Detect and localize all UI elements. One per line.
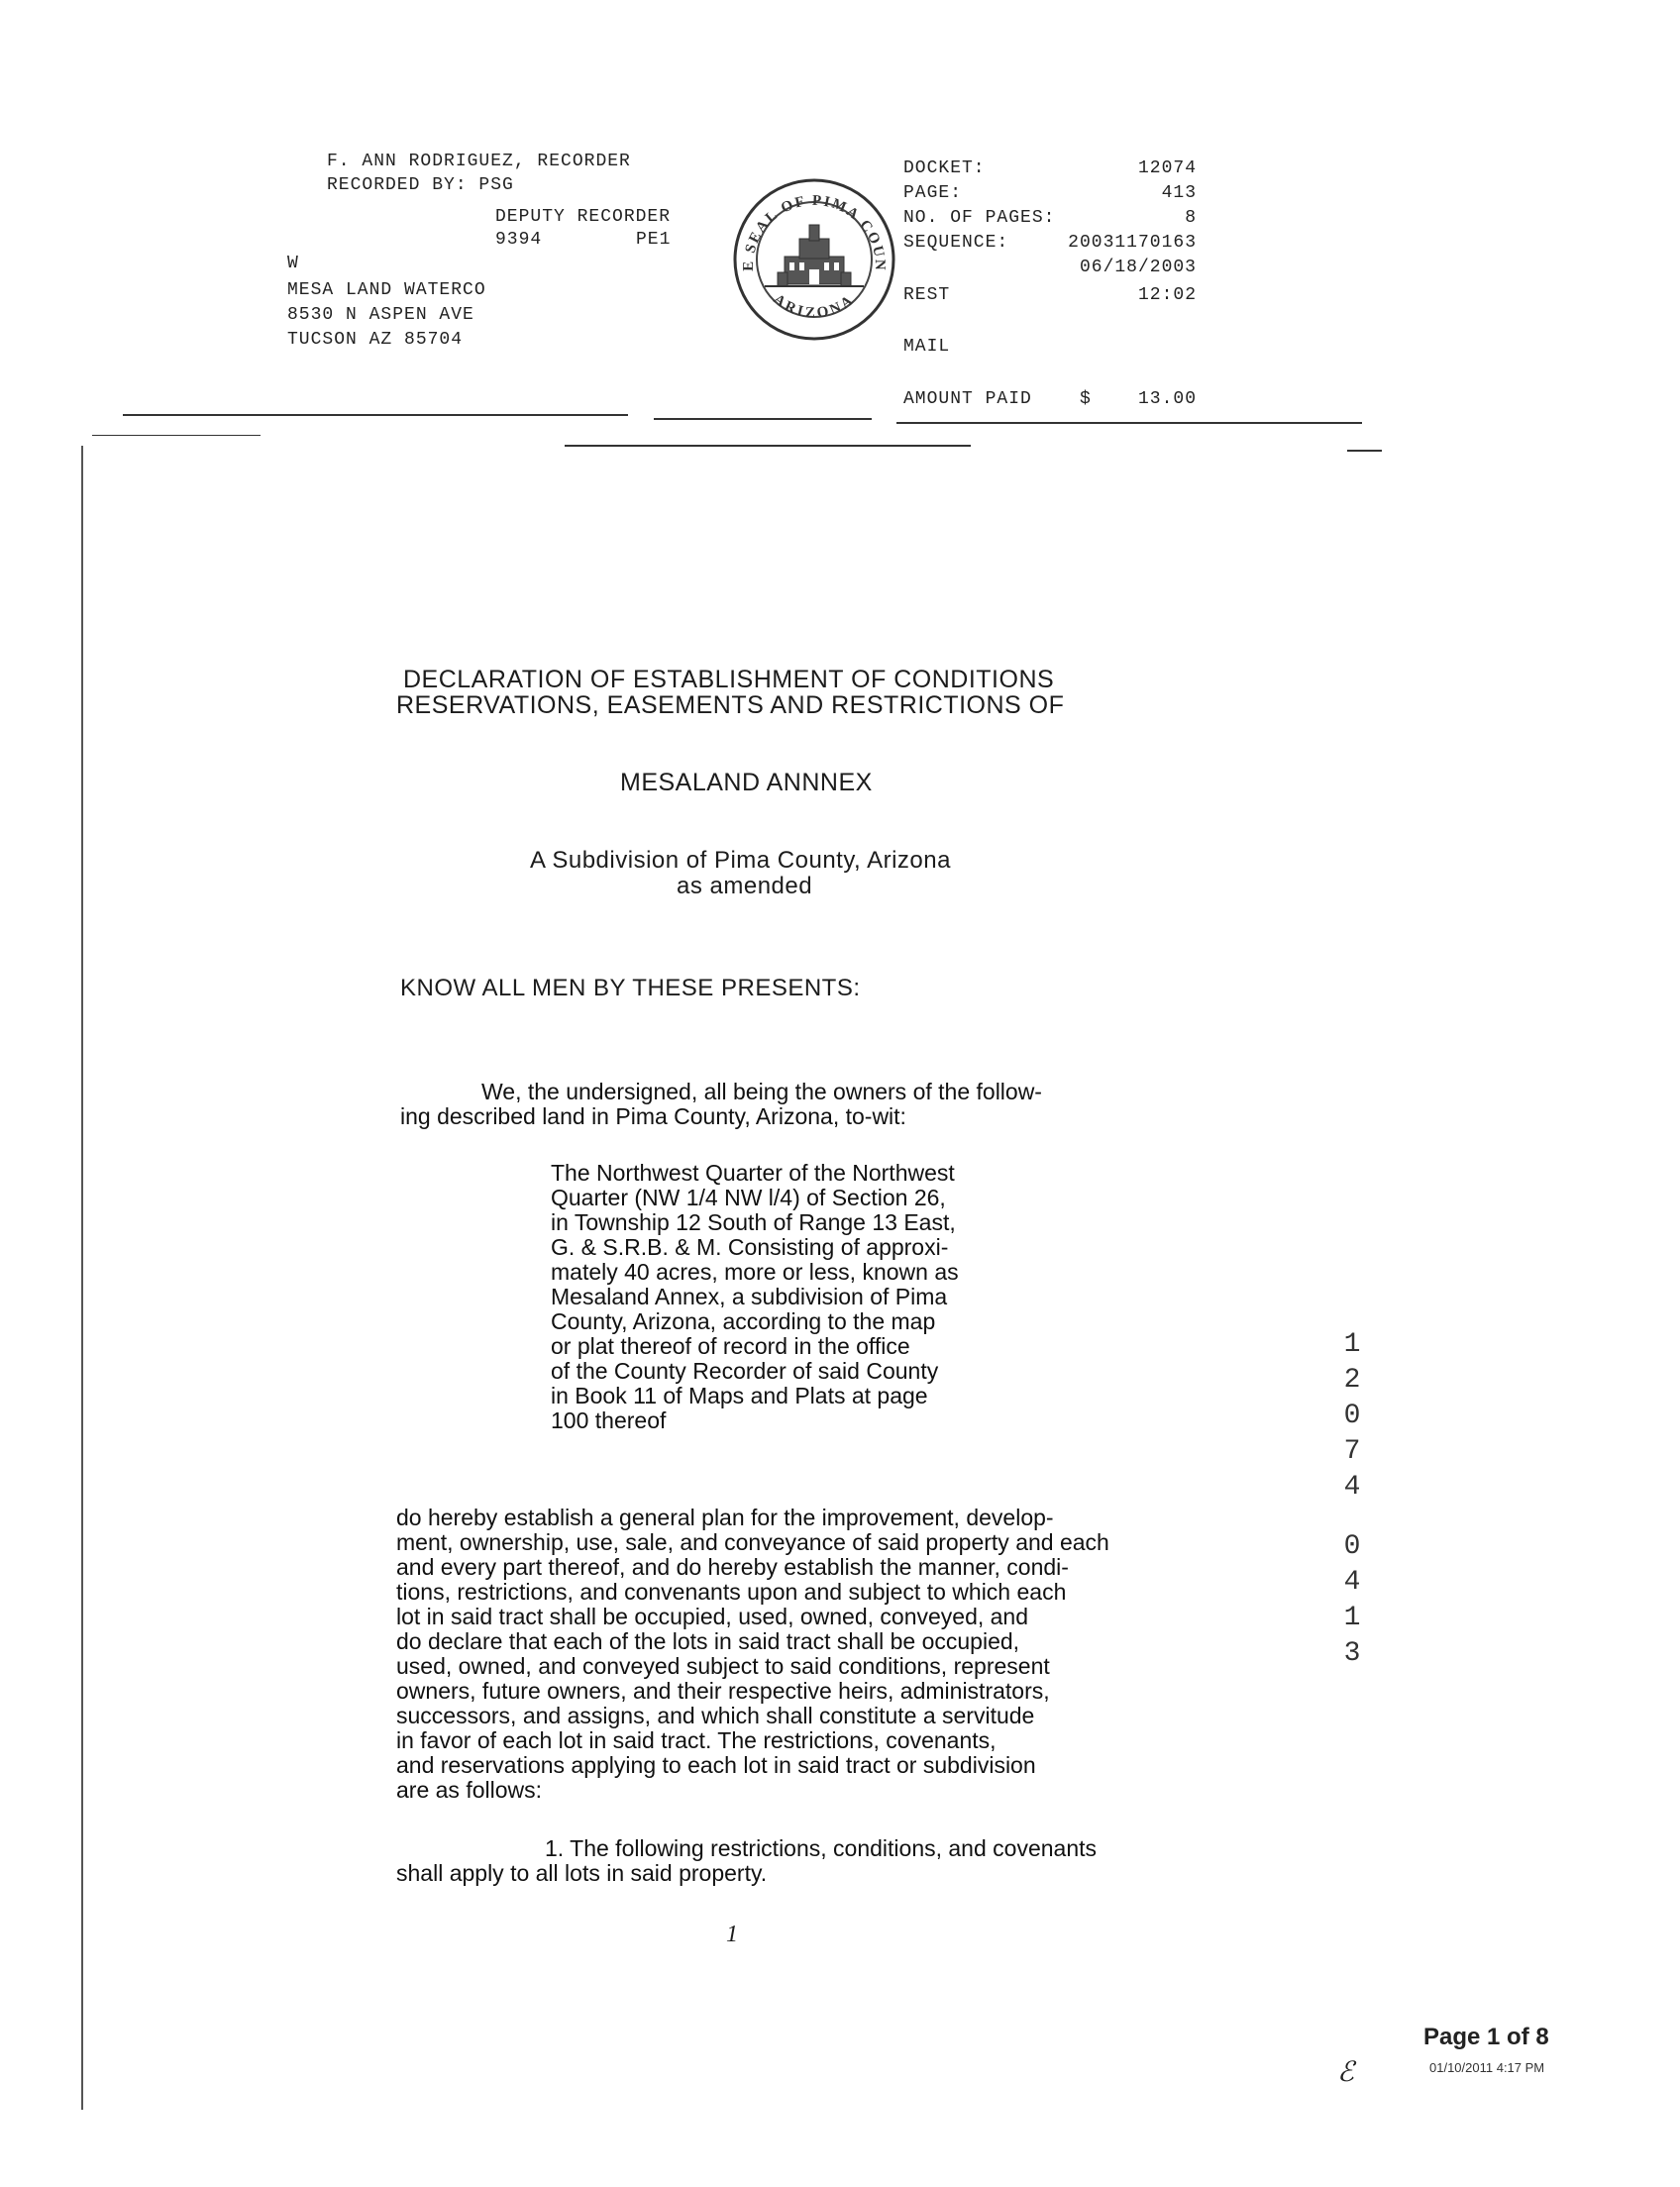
recorder-name: F. ANN RODRIGUEZ, RECORDER	[327, 152, 631, 171]
svg-text:ARIZONA	[771, 291, 859, 321]
know-all-heading: KNOW ALL MEN BY THESE PRESENTS:	[400, 975, 861, 1001]
legal-line: County, Arizona, according to the map	[551, 1308, 936, 1334]
header-rule-right	[896, 422, 1362, 424]
stamp-digit: 1	[1343, 1603, 1361, 1633]
legal-description	[551, 1161, 959, 1433]
seal-text-top: E SEAL OF PIMA COUN	[740, 192, 889, 272]
legal-line: Quarter (NW 1/4 NW l/4) of Section 26,	[551, 1185, 946, 1210]
docket-value: 12074	[1137, 158, 1197, 178]
sequence-label: SEQUENCE:	[903, 233, 1009, 253]
stamp-digit	[1337, 1506, 1367, 1529]
legal-line: 100 thereof	[551, 1407, 667, 1433]
pages-label: NO. OF PAGES:	[903, 208, 1056, 228]
county-seal	[730, 175, 898, 344]
item-1-line-2: shall apply to all lots in said property.	[396, 1860, 768, 1886]
intro-line-2: ing described land in Pima County, Arizona, to-wit:	[400, 1103, 906, 1129]
legal-line: in Township 12 South of Range 13 East,	[551, 1209, 956, 1235]
subdivision-line1: A Subdivision of Pima County, Arizona	[530, 847, 951, 874]
page-label: PAGE:	[903, 183, 963, 203]
main-line: ment, ownership, use, sale, and conveyance of said property and each	[396, 1529, 1109, 1555]
amount-label: AMOUNT PAID	[903, 389, 1032, 409]
header-rule-left	[123, 414, 628, 416]
stamp-digit: 7	[1343, 1436, 1361, 1467]
legal-line: mately 40 acres, more or less, known as	[551, 1259, 959, 1285]
page-counter: Page 1 of 8	[1423, 2024, 1549, 2050]
rest-label: REST	[903, 285, 951, 305]
item-1	[396, 1836, 1097, 1886]
main-line: and reservations applying to each lot in said tract or subdivision	[396, 1752, 1036, 1778]
deputy-code: PE1	[636, 230, 672, 250]
legal-line: Mesaland Annex, a subdivision of Pima	[551, 1284, 948, 1309]
document-title-line2: RESERVATIONS, EASEMENTS AND RESTRICTIONS OF	[396, 691, 1065, 719]
legal-line: or plat thereof of record in the office	[551, 1333, 910, 1359]
main-line: owners, future owners, and their respective heirs, administrators,	[396, 1678, 1050, 1704]
main-line: used, owned, and conveyed subject to said conditions, represent	[396, 1653, 1050, 1679]
main-line: in favor of each lot in said tract. The restrictions, covenants,	[396, 1727, 997, 1753]
stamp-digit: 2	[1343, 1365, 1361, 1396]
legal-line: G. & S.R.B. & M. Consisting of approxi-	[551, 1234, 949, 1260]
subdivision-line2: as amended	[677, 873, 813, 899]
intro-paragraph	[400, 1080, 1042, 1129]
stamp-digit: 1	[1343, 1329, 1361, 1360]
page-number: 1	[726, 1922, 738, 1947]
main-paragraph	[396, 1506, 1109, 1803]
recorded-time: 12:02	[1137, 285, 1197, 305]
amount-currency: $	[1080, 389, 1092, 409]
mail-label: MAIL	[903, 337, 951, 357]
scan-rule-3	[1347, 450, 1382, 452]
main-line: tions, restrictions, and convenants upon and subject to which each	[396, 1579, 1067, 1605]
w-mark: W	[287, 254, 299, 273]
stamp-digit: 4	[1343, 1567, 1361, 1598]
stamp-digit: 4	[1343, 1472, 1361, 1503]
subdivision-name: MESALAND ANNNEX	[620, 769, 873, 796]
print-timestamp: 01/10/2011 4:17 PM	[1429, 2060, 1545, 2075]
left-scan-edge	[81, 446, 83, 2110]
legal-line: of the County Recorder of said County	[551, 1358, 939, 1384]
amount-value: 13.00	[1137, 389, 1197, 409]
stamp-digit: 3	[1343, 1638, 1361, 1669]
main-line: do hereby establish a general plan for the improvement, develop-	[396, 1505, 1054, 1530]
addressee-street: 8530 N ASPEN AVE	[287, 305, 474, 325]
main-line: successors, and assigns, and which shall constitute a servitude	[396, 1703, 1035, 1728]
addressee-name: MESA LAND WATERCO	[287, 280, 486, 300]
docket-label: DOCKET:	[903, 158, 986, 178]
deputy-number: 9394	[495, 230, 543, 250]
sequence-value: 20031170163	[1068, 233, 1197, 253]
scan-rule-1	[92, 435, 261, 436]
addressee-city: TUCSON AZ 85704	[287, 330, 464, 350]
recorded-date: 06/18/2003	[1079, 258, 1197, 277]
deputy-recorder: DEPUTY RECORDER	[495, 207, 672, 227]
county-seal-icon	[730, 175, 898, 344]
header-rule-mid	[654, 418, 872, 420]
main-line: and every part thereof, and do hereby establish the manner, condi-	[396, 1554, 1069, 1580]
pages-value: 8	[1185, 208, 1197, 228]
main-line: lot in said tract shall be occupied, used, owned, conveyed, and	[396, 1604, 1029, 1629]
legal-line: in Book 11 of Maps and Plats at page	[551, 1383, 928, 1408]
seal-text-bottom: ARIZONA	[770, 291, 859, 322]
intro-line-1: We, the undersigned, all being the owners of the follow-	[481, 1079, 1042, 1104]
stamp-digit: 0	[1343, 1401, 1361, 1431]
margin-stamp	[1337, 1327, 1367, 1672]
page-value: 413	[1161, 183, 1197, 203]
initials-mark: ℰ	[1337, 2055, 1354, 2088]
recorded-by: RECORDED BY: PSG	[327, 175, 514, 195]
scan-rule-2	[565, 445, 971, 447]
legal-line: The Northwest Quarter of the Northwest	[551, 1160, 955, 1186]
document-title-line1: DECLARATION OF ESTABLISHMENT OF CONDITIONS	[403, 666, 1055, 693]
main-line: do declare that each of the lots in said tract shall be occupied,	[396, 1628, 1020, 1654]
stamp-digit: 0	[1343, 1531, 1361, 1562]
item-1-line-1: 1. The following restrictions, conditions, and covenants	[545, 1835, 1097, 1861]
main-line: are as follows:	[396, 1777, 543, 1803]
